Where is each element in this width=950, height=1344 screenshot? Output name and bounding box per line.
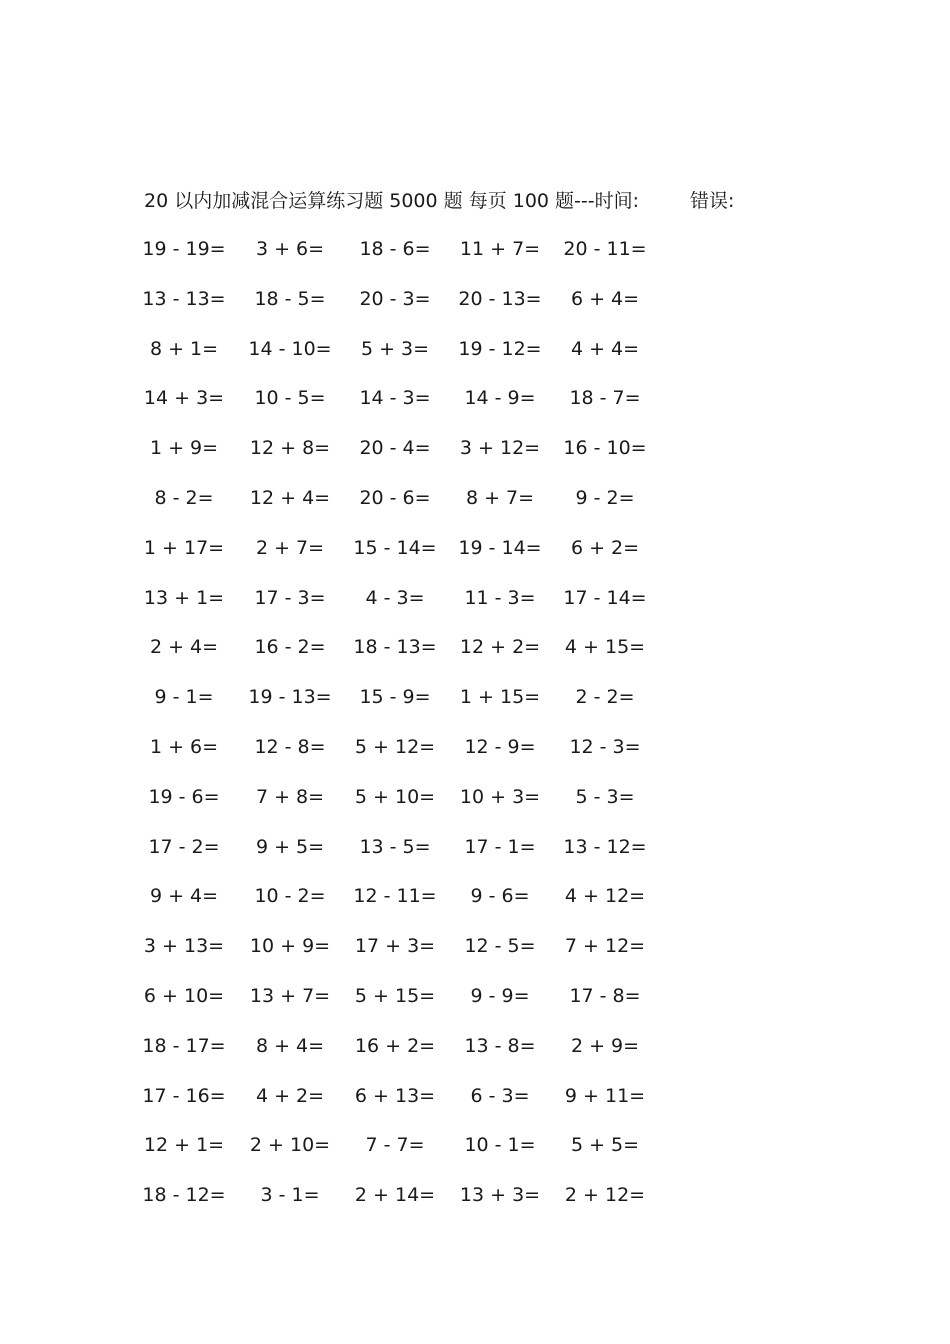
problem-row bbox=[144, 284, 664, 334]
math-problem: 13 + 1= bbox=[143, 586, 225, 609]
math-problem: 12 - 5= bbox=[464, 935, 536, 958]
math-problem: 13 - 5= bbox=[359, 835, 431, 858]
problem-row bbox=[144, 682, 664, 732]
problem-row bbox=[144, 383, 664, 433]
math-problem: 20 - 13= bbox=[458, 287, 542, 310]
math-problem: 16 - 2= bbox=[254, 636, 326, 659]
math-problem: 17 - 16= bbox=[142, 1084, 226, 1107]
math-problem: 1 + 6= bbox=[149, 735, 219, 758]
math-problem: 11 + 7= bbox=[459, 238, 541, 260]
math-problem: 1 + 15= bbox=[459, 686, 541, 709]
math-problem: 9 + 4= bbox=[149, 885, 219, 908]
math-problem: 7 + 8= bbox=[255, 785, 325, 808]
worksheet-title: 20 以内加减混合运算练习题 5000 题 每页 100 题---时间: bbox=[144, 190, 640, 212]
problem-row bbox=[144, 832, 664, 882]
math-problem: 2 + 4= bbox=[149, 636, 219, 659]
math-problem: 7 - 7= bbox=[365, 1134, 425, 1157]
math-problem: 19 - 14= bbox=[458, 536, 542, 559]
math-problem: 3 + 6= bbox=[255, 238, 325, 260]
math-problem: 6 + 4= bbox=[570, 287, 640, 310]
math-problem: 15 - 9= bbox=[359, 686, 431, 709]
math-problem: 5 + 5= bbox=[570, 1134, 640, 1157]
problem-row bbox=[144, 1130, 664, 1180]
math-problem: 9 + 11= bbox=[564, 1084, 646, 1107]
math-problem: 18 - 6= bbox=[359, 238, 431, 260]
math-problem: 6 + 10= bbox=[143, 984, 225, 1007]
math-problem: 9 - 2= bbox=[575, 486, 635, 509]
math-problem: 18 - 12= bbox=[142, 1184, 226, 1207]
problem-row bbox=[144, 1031, 664, 1081]
math-problem: 8 + 4= bbox=[255, 1034, 325, 1057]
math-problem: 19 - 19= bbox=[142, 238, 226, 260]
math-problem: 7 + 12= bbox=[564, 935, 646, 958]
math-problem: 20 - 11= bbox=[563, 238, 647, 260]
math-problem: 17 - 8= bbox=[569, 984, 641, 1007]
math-problem: 14 - 9= bbox=[464, 387, 536, 410]
math-problem: 12 + 4= bbox=[249, 486, 331, 509]
math-problem: 6 + 13= bbox=[354, 1084, 436, 1107]
math-problem: 20 - 4= bbox=[359, 437, 431, 460]
math-problem: 17 - 14= bbox=[563, 586, 647, 609]
math-problem: 19 - 6= bbox=[148, 785, 220, 808]
errors-label: 错误: bbox=[690, 190, 735, 212]
math-problem: 1 + 9= bbox=[149, 437, 219, 460]
math-problem: 16 + 2= bbox=[354, 1034, 436, 1057]
math-problem: 2 + 14= bbox=[354, 1184, 436, 1207]
math-problem: 10 - 1= bbox=[464, 1134, 536, 1157]
math-problem: 2 + 7= bbox=[255, 536, 325, 559]
math-problem: 18 - 7= bbox=[569, 387, 641, 410]
math-problem: 1 + 17= bbox=[143, 536, 225, 559]
math-problem: 12 + 1= bbox=[143, 1134, 225, 1157]
math-problem: 2 + 10= bbox=[249, 1134, 331, 1157]
math-problem: 13 - 12= bbox=[563, 835, 647, 858]
math-problem: 4 + 12= bbox=[564, 885, 646, 908]
math-problem: 13 - 13= bbox=[142, 287, 226, 310]
math-problem: 10 - 5= bbox=[254, 387, 326, 410]
problem-row bbox=[144, 732, 664, 782]
math-problem: 15 - 14= bbox=[353, 536, 437, 559]
math-problem: 10 - 2= bbox=[254, 885, 326, 908]
problem-row bbox=[144, 931, 664, 981]
math-problem: 19 - 12= bbox=[458, 337, 542, 360]
problem-row bbox=[144, 234, 664, 284]
math-problem: 5 - 3= bbox=[575, 785, 635, 808]
math-problem: 13 + 7= bbox=[249, 984, 331, 1007]
math-problem: 13 + 3= bbox=[459, 1184, 541, 1207]
math-problem: 4 + 4= bbox=[570, 337, 640, 360]
math-problem: 12 - 11= bbox=[353, 885, 437, 908]
math-problem: 5 + 15= bbox=[354, 984, 436, 1007]
problem-row bbox=[144, 1180, 664, 1230]
math-problem: 6 - 3= bbox=[470, 1084, 530, 1107]
problem-row bbox=[144, 782, 664, 832]
math-problem: 9 + 5= bbox=[255, 835, 325, 858]
problem-row bbox=[144, 433, 664, 483]
math-problem: 17 - 1= bbox=[464, 835, 536, 858]
math-problem: 2 + 12= bbox=[564, 1184, 646, 1207]
math-problem: 13 - 8= bbox=[464, 1034, 536, 1057]
math-problem: 12 - 3= bbox=[569, 735, 641, 758]
math-problem: 9 - 1= bbox=[154, 686, 214, 709]
math-problem: 3 - 1= bbox=[260, 1184, 320, 1207]
math-problem: 14 + 3= bbox=[143, 387, 225, 410]
math-problem: 10 + 9= bbox=[249, 935, 331, 958]
math-problem: 8 - 2= bbox=[154, 486, 214, 509]
math-problem: 14 - 10= bbox=[248, 337, 332, 360]
math-problem: 19 - 13= bbox=[248, 686, 332, 709]
math-problem: 8 + 7= bbox=[465, 486, 535, 509]
problem-row bbox=[144, 533, 664, 583]
math-problem: 16 - 10= bbox=[563, 437, 647, 460]
problem-grid bbox=[144, 234, 664, 1230]
math-problem: 12 - 8= bbox=[254, 735, 326, 758]
math-problem: 3 + 13= bbox=[143, 935, 225, 958]
problem-row bbox=[144, 981, 664, 1031]
math-problem: 4 + 2= bbox=[255, 1084, 325, 1107]
problem-row bbox=[144, 1081, 664, 1131]
math-problem: 4 - 3= bbox=[365, 586, 425, 609]
math-problem: 12 - 9= bbox=[464, 735, 536, 758]
math-problem: 17 - 3= bbox=[254, 586, 326, 609]
math-problem: 18 - 17= bbox=[142, 1034, 226, 1057]
math-problem: 18 - 13= bbox=[353, 636, 437, 659]
math-problem: 17 - 2= bbox=[148, 835, 220, 858]
math-problem: 5 + 12= bbox=[354, 735, 436, 758]
math-problem: 2 - 2= bbox=[575, 686, 635, 709]
math-problem: 8 + 1= bbox=[149, 337, 219, 360]
math-problem: 20 - 3= bbox=[359, 287, 431, 310]
math-problem: 5 + 10= bbox=[354, 785, 436, 808]
math-problem: 5 + 3= bbox=[360, 337, 430, 360]
math-problem: 9 - 6= bbox=[470, 885, 530, 908]
math-problem: 12 + 8= bbox=[249, 437, 331, 460]
worksheet-header bbox=[144, 186, 784, 216]
math-problem: 3 + 12= bbox=[459, 437, 541, 460]
problem-row bbox=[144, 632, 664, 682]
math-problem: 12 + 2= bbox=[459, 636, 541, 659]
math-problem: 9 - 9= bbox=[470, 984, 530, 1007]
math-problem: 14 - 3= bbox=[359, 387, 431, 410]
problem-row bbox=[144, 583, 664, 633]
math-problem: 18 - 5= bbox=[254, 287, 326, 310]
math-problem: 10 + 3= bbox=[459, 785, 541, 808]
math-problem: 4 + 15= bbox=[564, 636, 646, 659]
math-problem: 6 + 2= bbox=[570, 536, 640, 559]
math-problem: 17 + 3= bbox=[354, 935, 436, 958]
math-problem: 2 + 9= bbox=[570, 1034, 640, 1057]
math-problem: 11 - 3= bbox=[464, 586, 536, 609]
problem-row bbox=[144, 334, 664, 384]
math-problem: 20 - 6= bbox=[359, 486, 431, 509]
problem-row bbox=[144, 483, 664, 533]
problem-row bbox=[144, 881, 664, 931]
